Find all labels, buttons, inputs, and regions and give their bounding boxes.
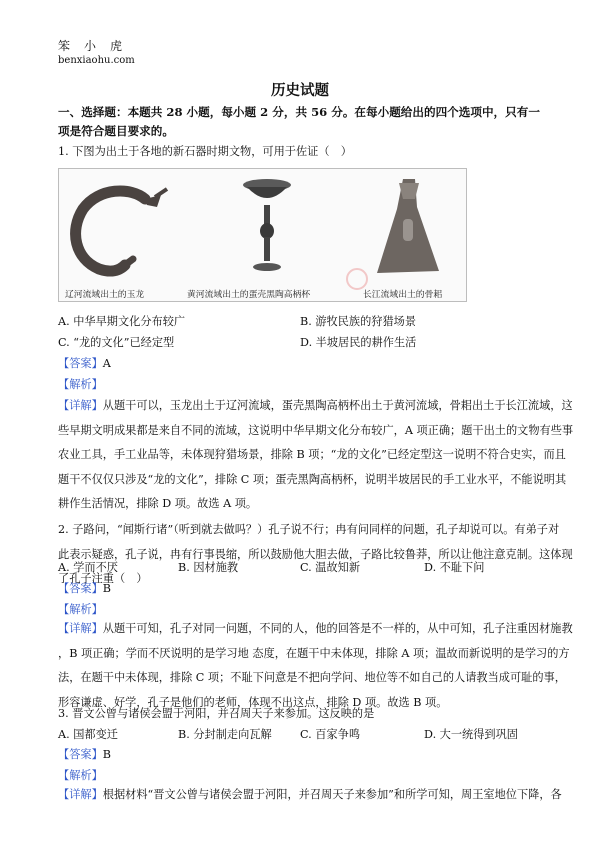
answer-label: 【答案】 xyxy=(58,582,103,595)
question-1-detail xyxy=(58,394,574,517)
brand-name: 笨 小 虎 xyxy=(58,39,124,53)
analysis-label: 【解析】 xyxy=(58,603,103,616)
detail-line: 题干不仅仅只涉及“龙的文化”，排除 C 项；蛋壳黑陶高柄杯，说明半坡居民的手工业水平，不能说明其 xyxy=(58,472,567,486)
figure-caption-1: 辽河流域出土的玉龙 xyxy=(65,290,145,300)
question-2-detail xyxy=(58,617,573,715)
question-2-option-d[interactable]: D. 不耻下问 xyxy=(424,561,485,574)
stem-line: 了孔子注重（ ） xyxy=(58,572,148,585)
detail-label: 【详解】 xyxy=(58,399,103,412)
detail-line: 形容谦虚、好学，孔子是他们的老师，体现不出这点，排除 D 项。故选 B 项。 xyxy=(58,695,448,709)
answer-value: A xyxy=(102,357,111,370)
analysis-label: 【解析】 xyxy=(58,378,103,391)
detail-line: 从题干可知，孔子对同一问题，不同的人，他的回答是不一样的，从中可知，孔子注重因材施教 xyxy=(102,622,573,635)
question-1-option-b[interactable]: B. 游牧民族的狩猎场景 xyxy=(300,315,417,328)
question-3-answer-row xyxy=(58,747,111,763)
question-1-option-a[interactable]: A. 中华早期文化分布较广 xyxy=(58,315,186,328)
question-2-option-a[interactable]: A. 学而不厌 xyxy=(58,561,118,574)
detail-line: 些早期文明成果都是来自不同的流域，这说明中华早期文化分布较广，A 项正确；题干出土的文物有些事 xyxy=(58,423,574,437)
question-2-stem xyxy=(58,518,573,592)
section-heading-line1: 一、选择题：本题共 28 小题，每小题 2 分，共 56 分。在每小题给出的四个选项中，只有一 xyxy=(58,105,540,119)
section-heading-line2: 项是符合题目要求的。 xyxy=(58,124,174,138)
question-1-answer-row xyxy=(58,356,111,372)
bone-spade-image xyxy=(377,179,439,273)
question-1-option-c[interactable]: C. “龙的文化”已经定型 xyxy=(58,336,175,349)
detail-line: ，B 项正确；学而不厌说明的是学习地 态度，在题干中未体现，排除 A 项；温故而新说明的是学习的方 xyxy=(58,646,570,660)
site-url[interactable]: benxiaohu.com xyxy=(58,55,135,66)
answer-label: 【答案】 xyxy=(58,748,103,761)
detail-line: 根据材料“晋文公曾与诸侯会盟于河阳，并召周天子来参加”和所学可知，周王室地位下降，各 xyxy=(102,788,562,801)
artifact-figure xyxy=(58,168,467,302)
question-3-option-c[interactable]: C. 百家争鸣 xyxy=(300,728,361,741)
stem-line: 此表示疑惑，孔子说，冉有行事畏缩，所以鼓励他大胆去做，子路比较鲁莽，所以让他注意克制。这体现 xyxy=(58,547,573,561)
question-3-option-a[interactable]: A. 国都变迁 xyxy=(58,728,118,741)
stem-line: 2. 子路问，“闻斯行诸”（听到就去做吗？）孔子说不行；冉有问同样的问题，孔子却说可以。有弟子对 xyxy=(58,523,560,536)
detail-line: 耕作生活情况，排除 D 项。故选 A 项。 xyxy=(58,497,258,510)
question-1-option-d[interactable]: D. 半坡居民的耕作生活 xyxy=(300,336,417,349)
detail-label: 【详解】 xyxy=(58,788,103,801)
analysis-label: 【解析】 xyxy=(58,769,103,782)
question-1-stem: 1. 下图为出土于各地的新石器时期文物，可用于佐证（ ） xyxy=(58,145,352,158)
detail-line: 从题干可以，玉龙出土于辽河流域，蛋壳黑陶高柄杯出土于黄河流域，骨耜出土于长江流域，这 xyxy=(102,399,573,412)
artifacts-illustration xyxy=(59,169,466,301)
question-3-option-b[interactable]: B. 分封制走向瓦解 xyxy=(178,728,272,741)
detail-label: 【详解】 xyxy=(58,622,103,635)
answer-label: 【答案】 xyxy=(58,357,103,370)
question-3-detail xyxy=(58,783,562,808)
page-title: 历史试题 xyxy=(271,82,329,99)
answer-value: B xyxy=(102,582,111,595)
answer-value: B xyxy=(102,748,111,761)
pottery-cup-image xyxy=(243,179,291,271)
question-2-option-b[interactable]: B. 因材施教 xyxy=(178,561,239,574)
detail-line: 法，在题干中未体现，排除 C 项；不耻下问意是不把向学问、地位等不如自己的人请教当成可耻的事， xyxy=(58,671,566,684)
question-3-option-d[interactable]: D. 大一统得到巩固 xyxy=(424,728,518,741)
detail-line: 农业工具，手工业品等，未体现狩猎场景，排除 B 项；“龙的文化”已经定型这一说明不符合史实，而且 xyxy=(58,448,566,461)
question-2-option-c[interactable]: C. 温故知新 xyxy=(300,561,361,574)
jade-dragon-image xyxy=(76,189,167,271)
question-3-stem: 3. 晋文公曾与诸侯会盟于河阳，并召周天子来参加。这反映的是 xyxy=(58,707,375,720)
figure-caption-3: 长江流域出土的骨耜 xyxy=(363,290,443,300)
question-2-answer-row xyxy=(58,581,111,597)
figure-caption-2: 黄河流域出土的蛋壳黑陶高柄杯 xyxy=(187,290,311,300)
